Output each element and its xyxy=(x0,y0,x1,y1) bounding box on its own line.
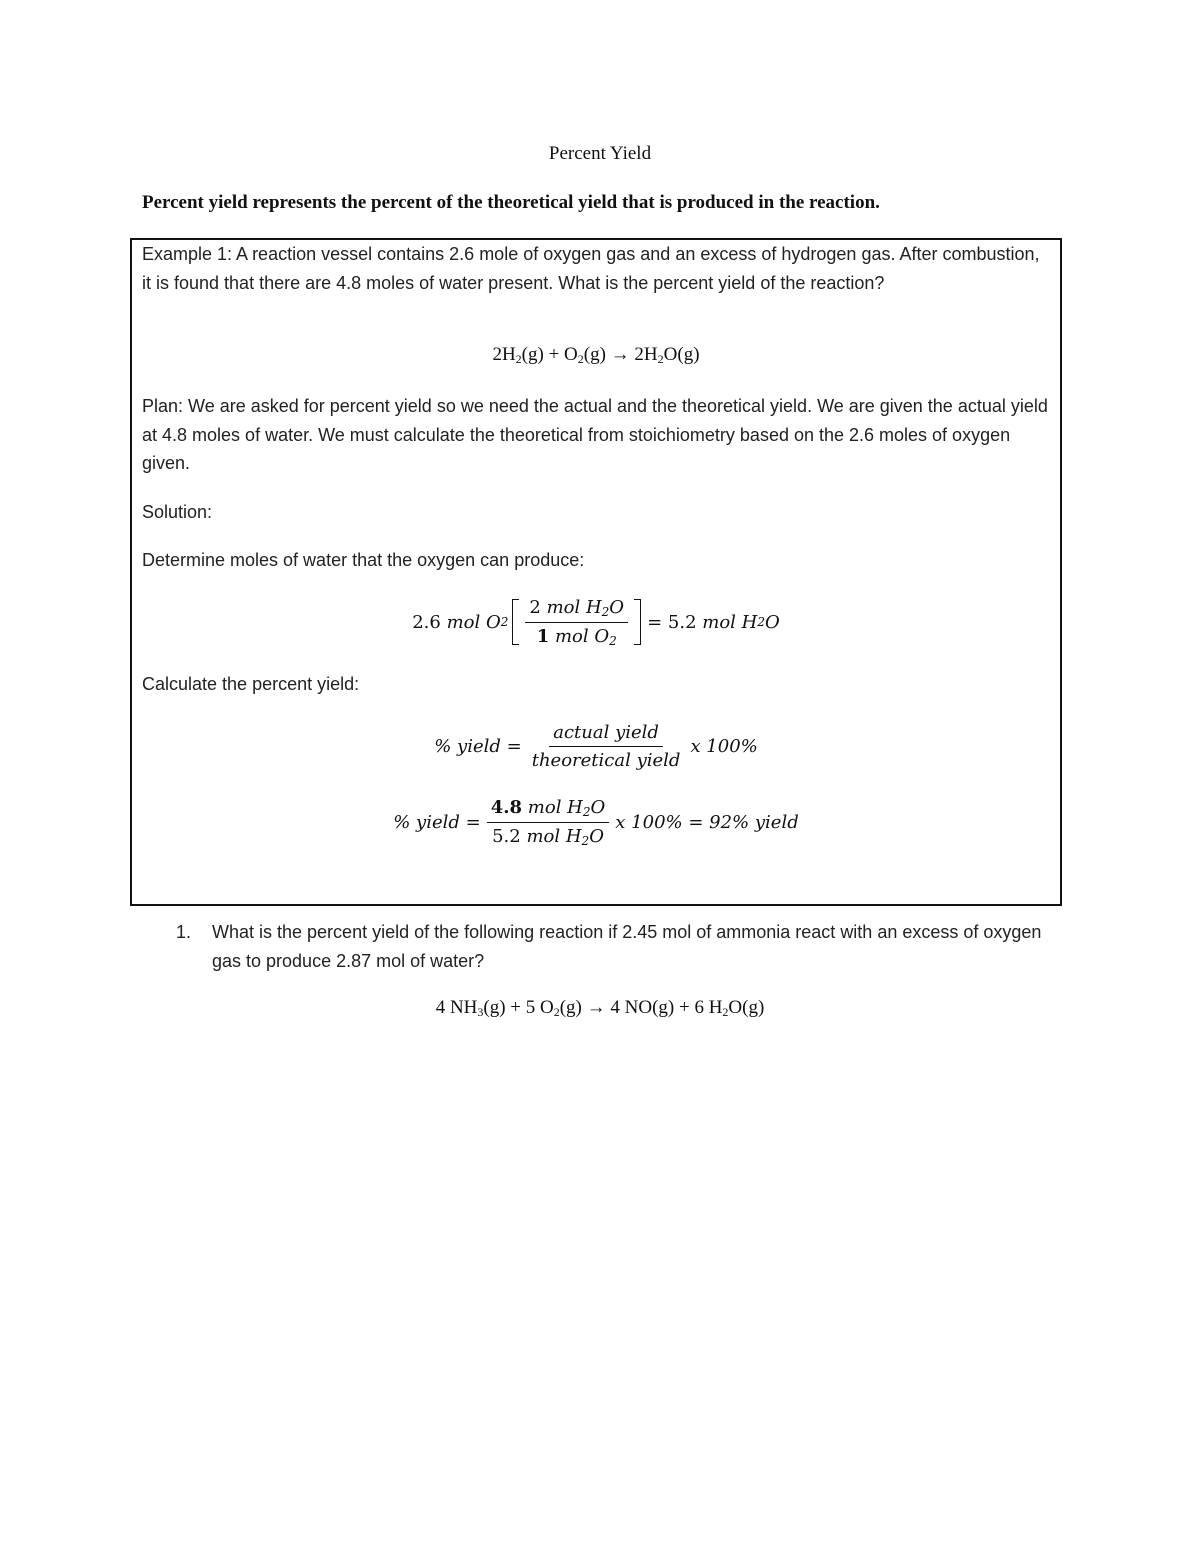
left-bracket xyxy=(512,599,519,645)
page-title: Percent Yield xyxy=(548,143,652,164)
solution-label: Solution: xyxy=(142,502,213,522)
step1-label: Determine moles of water that the oxygen can produce: xyxy=(142,550,585,570)
question-text: What is the percent yield of the following reaction if 2.45 mol of ammonia react with an excess of oxygen gas to produce 2.87 mol of water? xyxy=(212,922,1042,971)
example-prompt: Example 1: A reaction vessel contains 2.6 mole of oxygen gas and an excess of hydrogen gas. After combustion, it is found that there are 4.8 moles of water present. What is the percent yield of the reaction? xyxy=(142,244,1040,293)
example-plan: Plan: We are asked for percent yield so we need the actual and the theoretical yield. We are given the actual yield at 4.8 moles of water. We must calculate the theoretical from stoichiometry based on the 2.6 moles of oxygen given. xyxy=(142,396,1048,473)
example-box xyxy=(130,238,1062,906)
mole-ratio-fraction: $\frac{2 mol H_2O}{1 mol O_2}$ xyxy=(525,597,628,648)
intro-statement: Percent yield represents the percent of the theoretical yield that is produced in the reaction. xyxy=(142,192,880,213)
percent-yield-formula: % yield = $\frac{\text{actual yield}}{\text{theoretical yield}}$ x 100% xyxy=(434,721,758,771)
question-equation: 4 $NH_3(g) + 5$ $O_2(g) \to 4$ NO(g) + 6 $H_2O(g)$ xyxy=(435,997,765,1019)
right-bracket xyxy=(634,599,641,645)
question-number: 1. xyxy=(176,922,192,942)
example-equation: $2H_2(g) + O_2(g) \to 2H_2O(g)$ xyxy=(492,344,700,366)
percent-yield-result: % yield = $\frac{4.8 mol H_2O}{5.2 mol H_2O}$ x 100% = 92% yield xyxy=(393,796,799,848)
stoichiometry-equation: 2.6 mol O 2 $\frac{2 mol H_2O}{1 mol O_2}$ = 5.2 mol H 2 O xyxy=(412,596,780,648)
step2-label: Calculate the percent yield: xyxy=(142,674,360,694)
